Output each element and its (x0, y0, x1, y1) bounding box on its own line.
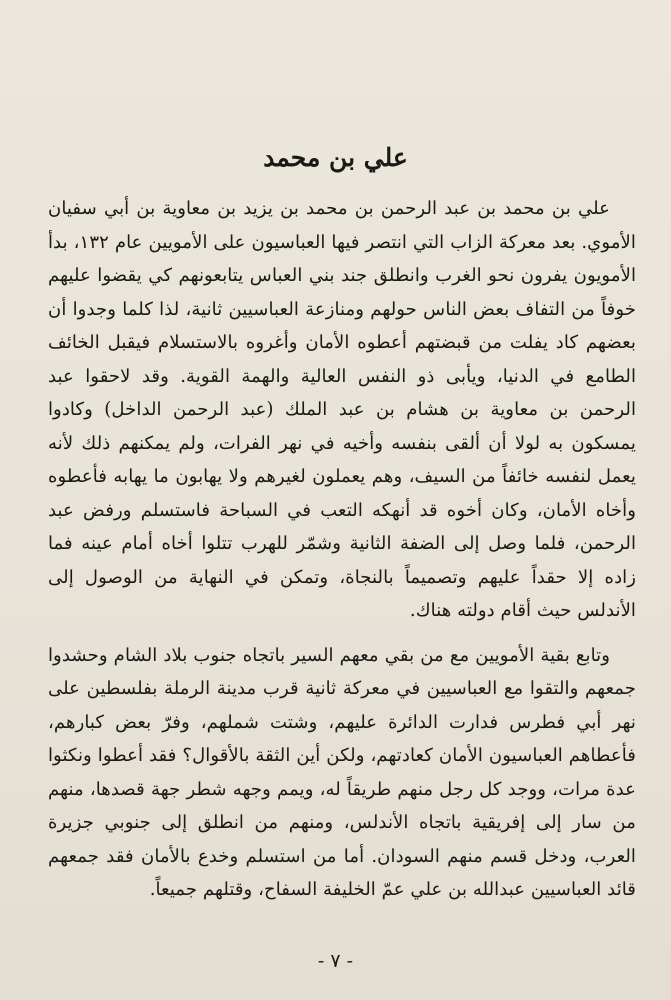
body-text (48, 192, 636, 907)
chapter-title: علي بن محمد (263, 143, 408, 172)
page-number: - ٧ - (317, 950, 354, 972)
paragraph-1: علي بن محمد بن عبد الرحمن بن محمد بن يزيد بن معاوية بن أبي سفيان الأموي. بعد معركة الزاب التي انتصر فيها العباسيون على الأمويين عام ١٣٢، بدأ الأمويون يفرون نحو الغرب وانطلق جند بني العباس يتابعونهم كي يقضوا عليهم خوفاً من التفاف بعض الناس حولهم ومنازعة العباسيين ثانية، لذا كلما وجدوا أن بعضهم كاد يفلت من قبضتهم أعطوه الأمان وأغروه بالاستسلام فيقبل الخائف الطامع في الدنيا، ويأبى ذو النفس العالية والهمة القوية. وقد لاحقوا عبد الرحمن بن معاوية بن هشام بن عبد الملك (عبد الرحمن الداخل) وكادوا يمسكون به لولا أن ألقى بنفسه وأخيه في نهر الفرات، ولم يمكنهم ذلك لأنه يعمل لنفسه خائفاً من السيف، وهم يعملون لغيرهم ولا يهابون ما يهابه فأعطوه وأخاه الأمان، وكان أخوه قد أنهكه التعب في السباحة فاستسلم ورفض عبد الرحمن، فلما وصل إلى الضفة الثانية وشمّر للهرب تتلوا أخاه أمام عينه فما زاده إلا حقداً عليهم وتصميماً بالنجاة، وتمكن في النهاية من الوصول إلى الأندلس حيث أقام دولته هناك. (48, 198, 636, 621)
paragraph-2: وتابع بقية الأمويين مع من بقي معهم السير باتجاه جنوب بلاد الشام وحشدوا جمعهم والتقوا مع العباسيين في معركة ثانية قرب مدينة الرملة بفلسطين على نهر أبي فطرس فدارت الدائرة عليهم، وشتت شملهم، وفرّ بعض كبارهم، فأعطاهم العباسيون الأمان كعادتهم، ولكن أين الثقة بالأقوال؟ فقد أعطوا ونكثوا عدة مرات، ووجد كل رجل منهم طريقاً له، ويمم وجهه شطر جهة قصدها، منهم من سار إلى إفريقية باتجاه الأندلس، ومنهم من انطلق إلى جنوبي جزيرة العرب، ودخل قسم منهم السودان. أما من استسلم وخدع بالأمان فقد جمعهم قائد العباسيين عبدالله بن علي عمّ الخليفة السفاح، وقتلهم جميعاً. (48, 644, 636, 900)
